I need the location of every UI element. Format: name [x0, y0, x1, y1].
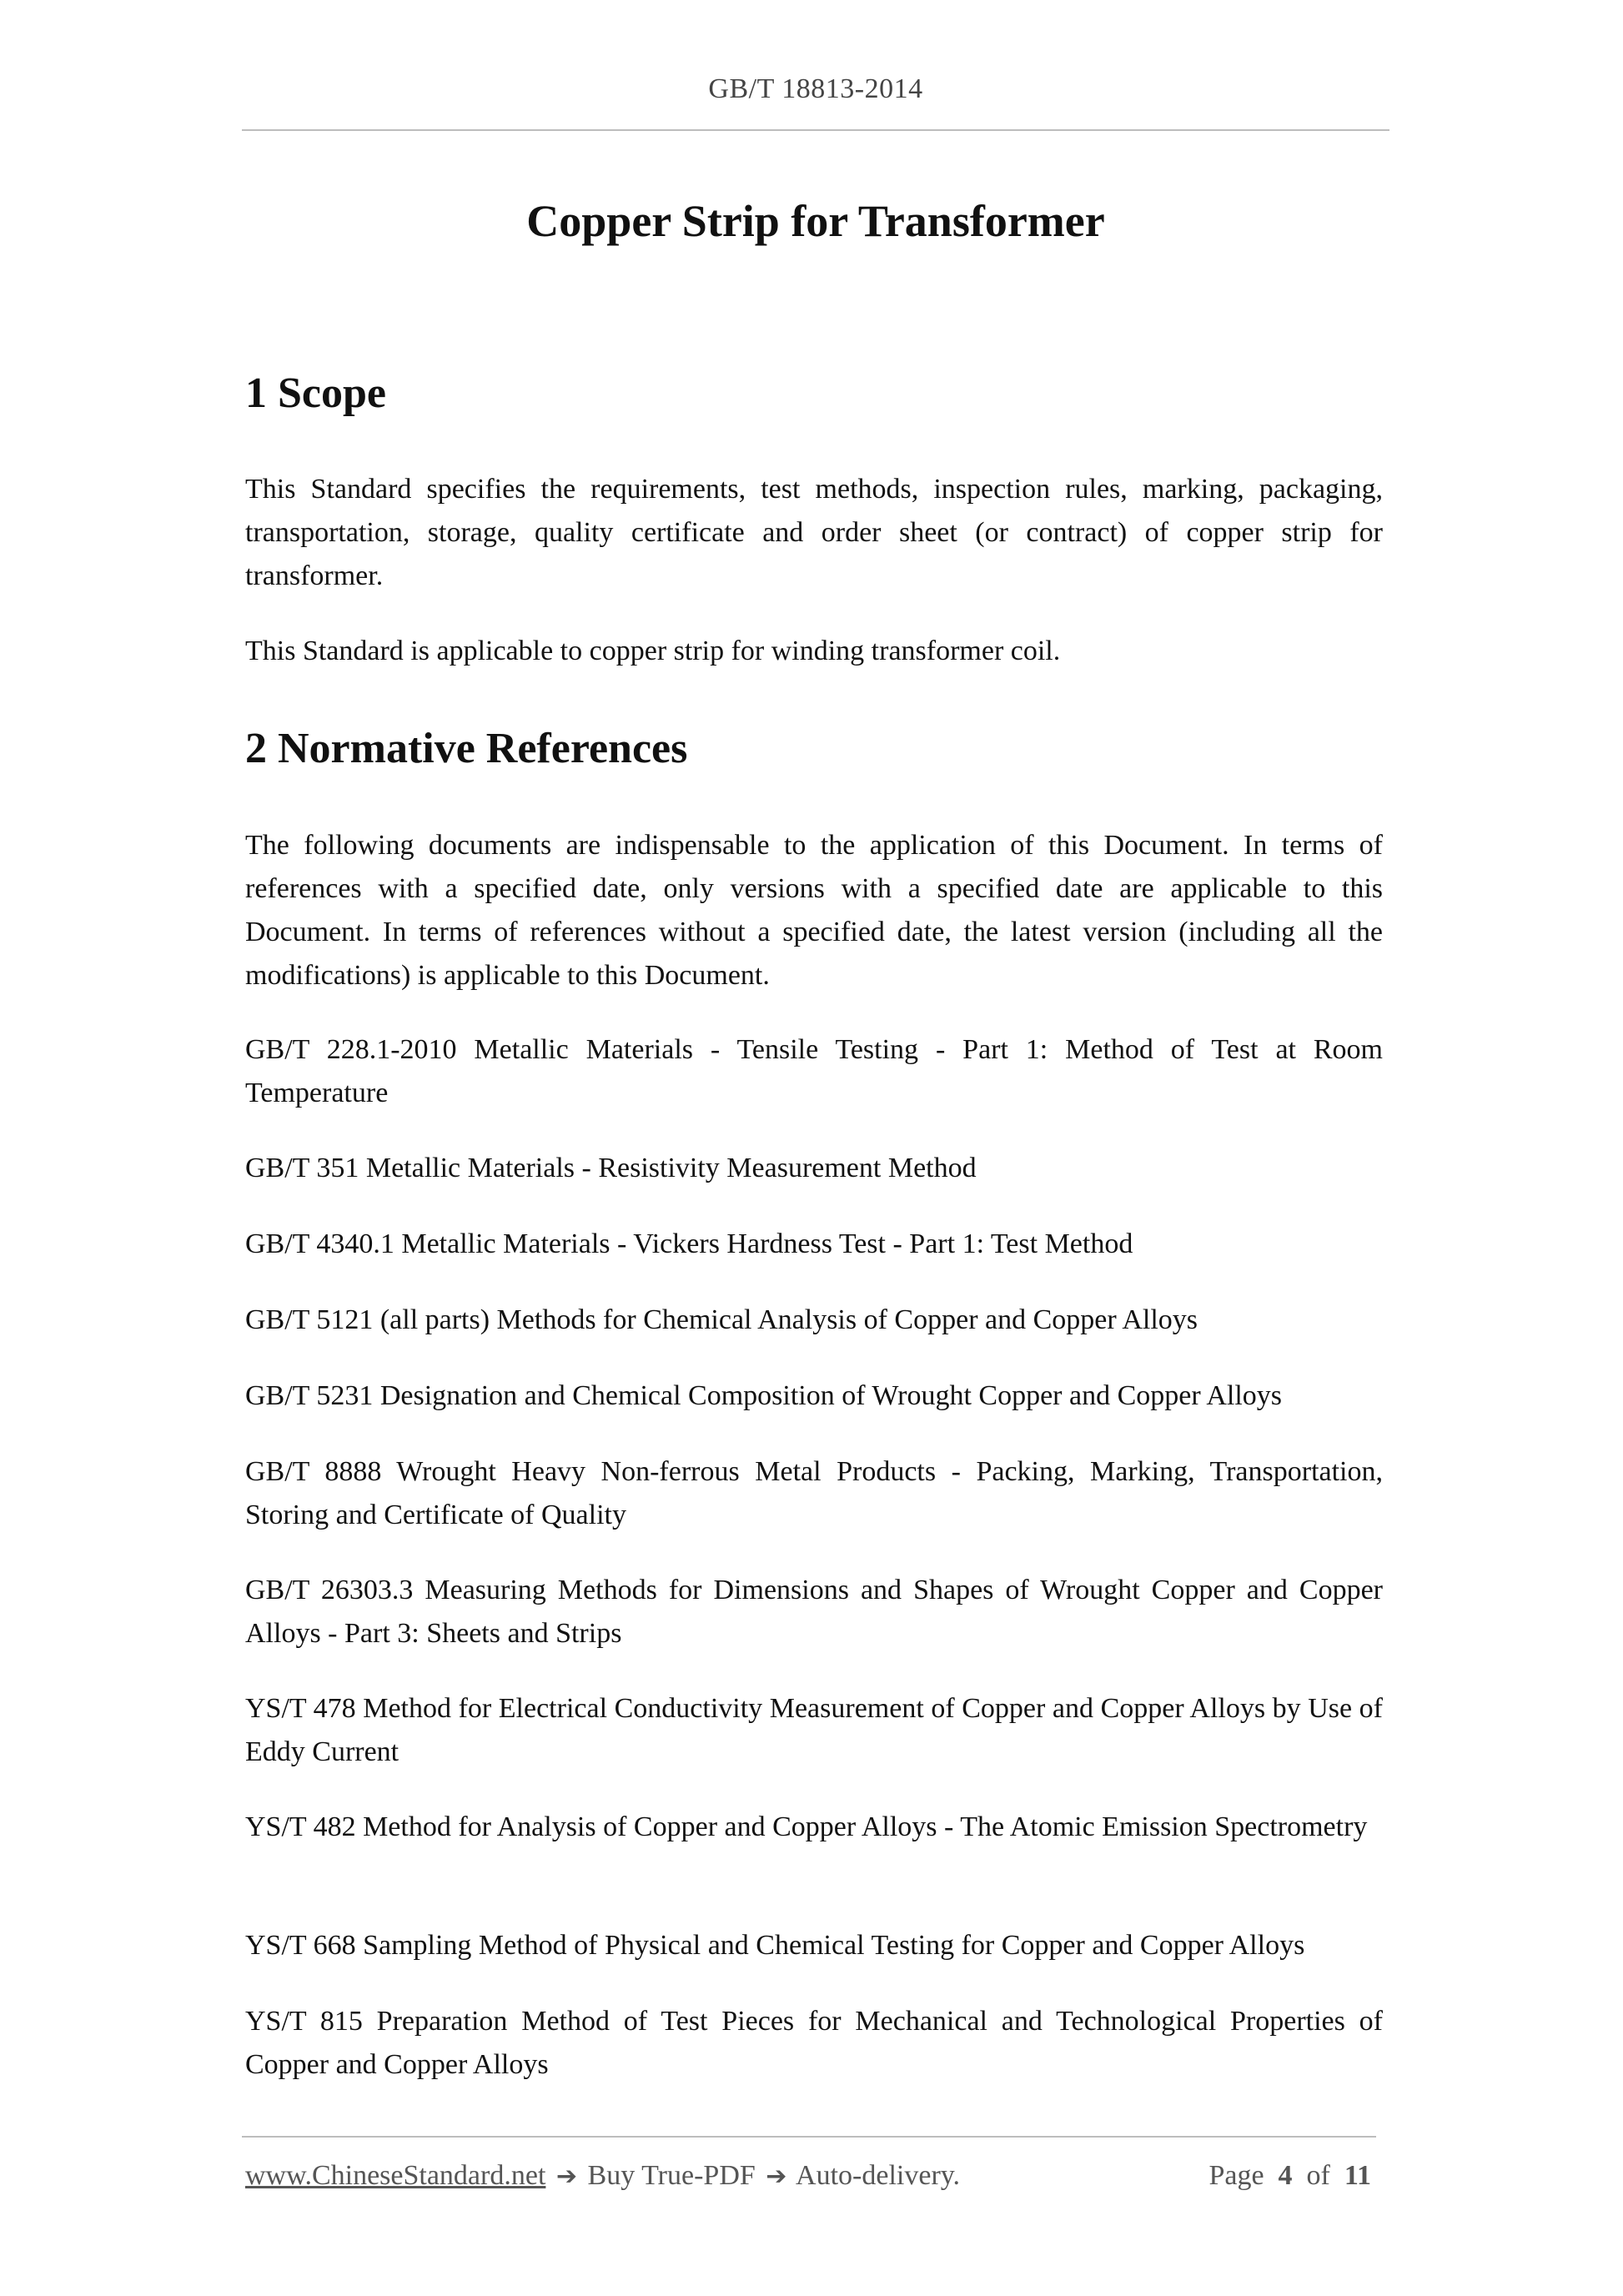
- reference-text: GB/T 351 Metallic Materials - Resistivity Measurement Method: [245, 1153, 977, 1183]
- scope-text-1: This Standard specifies the requirements, test methods, inspection rules, marking, packaging, transportation, storage, quality certificate and order sheet (or contract) of copper strip for transformer.: [245, 474, 1383, 591]
- reference-text: GB/T 4340.1 Metallic Materials - Vickers Hardness Test - Part 1: Test Method: [245, 1228, 1133, 1259]
- reference-item: [245, 1806, 1383, 1849]
- reference-item: [245, 1147, 1383, 1190]
- buy-true-pdf-text: Buy True-PDF: [587, 2160, 756, 2191]
- reference-text: YS/T 815 Preparation Method of Test Pieces for Mechanical and Technological Properties of Copper and Copper Alloys: [245, 2006, 1383, 2080]
- document-title: Copper Strip for Transformer: [526, 196, 1105, 246]
- header-divider: [242, 129, 1389, 131]
- right-arrow-icon: ➔: [555, 2162, 578, 2191]
- reference-item: [245, 1450, 1383, 1537]
- reference-item: [245, 1028, 1383, 1115]
- reference-text: YS/T 668 Sampling Method of Physical and Chemical Testing for Copper and Copper Alloys: [245, 1930, 1305, 1961]
- page-total: 11: [1344, 2160, 1371, 2191]
- page-label: Page: [1208, 2160, 1264, 2191]
- footer-promo: [245, 2160, 960, 2192]
- right-arrow-icon: ➔: [766, 2162, 787, 2191]
- reference-text: GB/T 5121 (all parts) Methods for Chemical Analysis of Copper and Copper Alloys: [245, 1304, 1198, 1335]
- reference-item: [245, 1374, 1383, 1418]
- reference-item: [245, 2000, 1383, 2087]
- section-heading-normative-references: 2 Normative References: [245, 725, 688, 772]
- running-header: GB/T 18813-2014: [708, 73, 923, 104]
- page-current: 4: [1278, 2160, 1293, 2191]
- scope-paragraph-2: [245, 630, 1383, 673]
- reference-item: [245, 1687, 1383, 1774]
- reference-text: GB/T 228.1-2010 Metallic Materials - Tensile Testing - Part 1: Method of Test at Room Temperature: [245, 1034, 1383, 1108]
- reference-item: [245, 1299, 1383, 1342]
- reference-text: YS/T 482 Method for Analysis of Copper and Copper Alloys - The Atomic Emission Spectrometry: [245, 1811, 1368, 1842]
- scope-text-2: This Standard is applicable to copper strip for winding transformer coil.: [245, 636, 1061, 666]
- section-heading-scope: 1 Scope: [245, 369, 386, 417]
- reference-item: [245, 1569, 1383, 1655]
- reference-item: [245, 1924, 1383, 1967]
- page-indicator: [1208, 2160, 1371, 2192]
- reference-text: GB/T 26303.3 Measuring Methods for Dimensions and Shapes of Wrought Copper and Copper Alloys - Part 3: Sheets and Strips: [245, 1575, 1383, 1649]
- page-of-label: of: [1306, 2160, 1330, 2191]
- scope-paragraph-1: [245, 468, 1383, 598]
- footer-divider: [242, 2136, 1376, 2138]
- auto-delivery-text: Auto-delivery.: [796, 2160, 961, 2191]
- reference-text: YS/T 478 Method for Electrical Conductivity Measurement of Copper and Copper Alloys by Use of Eddy Current: [245, 1693, 1383, 1767]
- reference-item: [245, 1223, 1383, 1266]
- references-intro-paragraph: [245, 824, 1383, 997]
- references-intro-text: The following documents are indispensable to the application of this Document. In terms of references with a specified date, only versions with a specified date are applicable to this Document. In terms of references without a specified date, the latest version (including all the modifications) is applicable to this Document.: [245, 830, 1383, 991]
- reference-text: GB/T 5231 Designation and Chemical Composition of Wrought Copper and Copper Alloys: [245, 1380, 1282, 1411]
- site-link[interactable]: www.ChineseStandard.net: [245, 2160, 546, 2191]
- reference-text: GB/T 8888 Wrought Heavy Non-ferrous Metal Products - Packing, Marking, Transportation, Storing and Certificate of Quality: [245, 1456, 1383, 1530]
